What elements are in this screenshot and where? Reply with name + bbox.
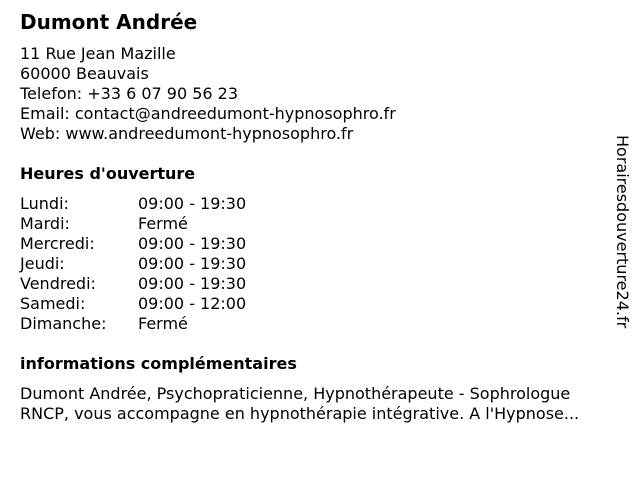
day-hours: 09:00 - 19:30	[138, 274, 247, 293]
day-label: Jeudi:	[20, 254, 65, 273]
web-line: Web: www.andreedumont-hypnosophro.fr	[20, 124, 354, 143]
info-line: Dumont Andrée, Psychopraticienne, Hypnothérapeute - Sophrologue	[20, 384, 571, 403]
hours-row-friday	[20, 274, 320, 294]
hours-row-saturday	[20, 294, 320, 314]
info-description	[20, 384, 632, 424]
hours-row-thursday	[20, 254, 320, 274]
day-label: Vendredi:	[20, 274, 96, 293]
business-name: Dumont Andrée	[20, 10, 198, 34]
hours-row-tuesday	[20, 214, 320, 234]
day-hours: 09:00 - 12:00	[138, 294, 247, 313]
day-label: Dimanche:	[20, 314, 107, 333]
info-line: RNCP, vous accompagne en hypnothérapie intégrative. A l'Hypnose...	[20, 404, 580, 423]
address-city: 60000 Beauvais	[20, 64, 149, 83]
hours-table	[20, 194, 320, 334]
contact-block	[20, 44, 396, 144]
day-hours: Fermé	[138, 314, 188, 333]
info-heading: informations complémentaires	[20, 354, 297, 373]
phone-line: Telefon: +33 6 07 90 56 23	[20, 84, 239, 103]
day-label: Samedi:	[20, 294, 86, 313]
day-label: Mercredi:	[20, 234, 95, 253]
email-line: Email: contact@andreedumont-hypnosophro.fr	[20, 104, 396, 123]
hours-row-wednesday	[20, 234, 320, 254]
day-hours: Fermé	[138, 214, 188, 233]
hours-heading: Heures d'ouverture	[20, 164, 196, 183]
day-hours: 09:00 - 19:30	[138, 194, 247, 213]
day-label: Lundi:	[20, 194, 69, 213]
day-label: Mardi:	[20, 214, 70, 233]
site-watermark: Horairesdouverture24.fr	[613, 135, 632, 329]
hours-row-monday	[20, 194, 320, 214]
hours-row-sunday	[20, 314, 320, 334]
day-hours: 09:00 - 19:30	[138, 234, 247, 253]
address-street: 11 Rue Jean Mazille	[20, 44, 176, 63]
day-hours: 09:00 - 19:30	[138, 254, 247, 273]
